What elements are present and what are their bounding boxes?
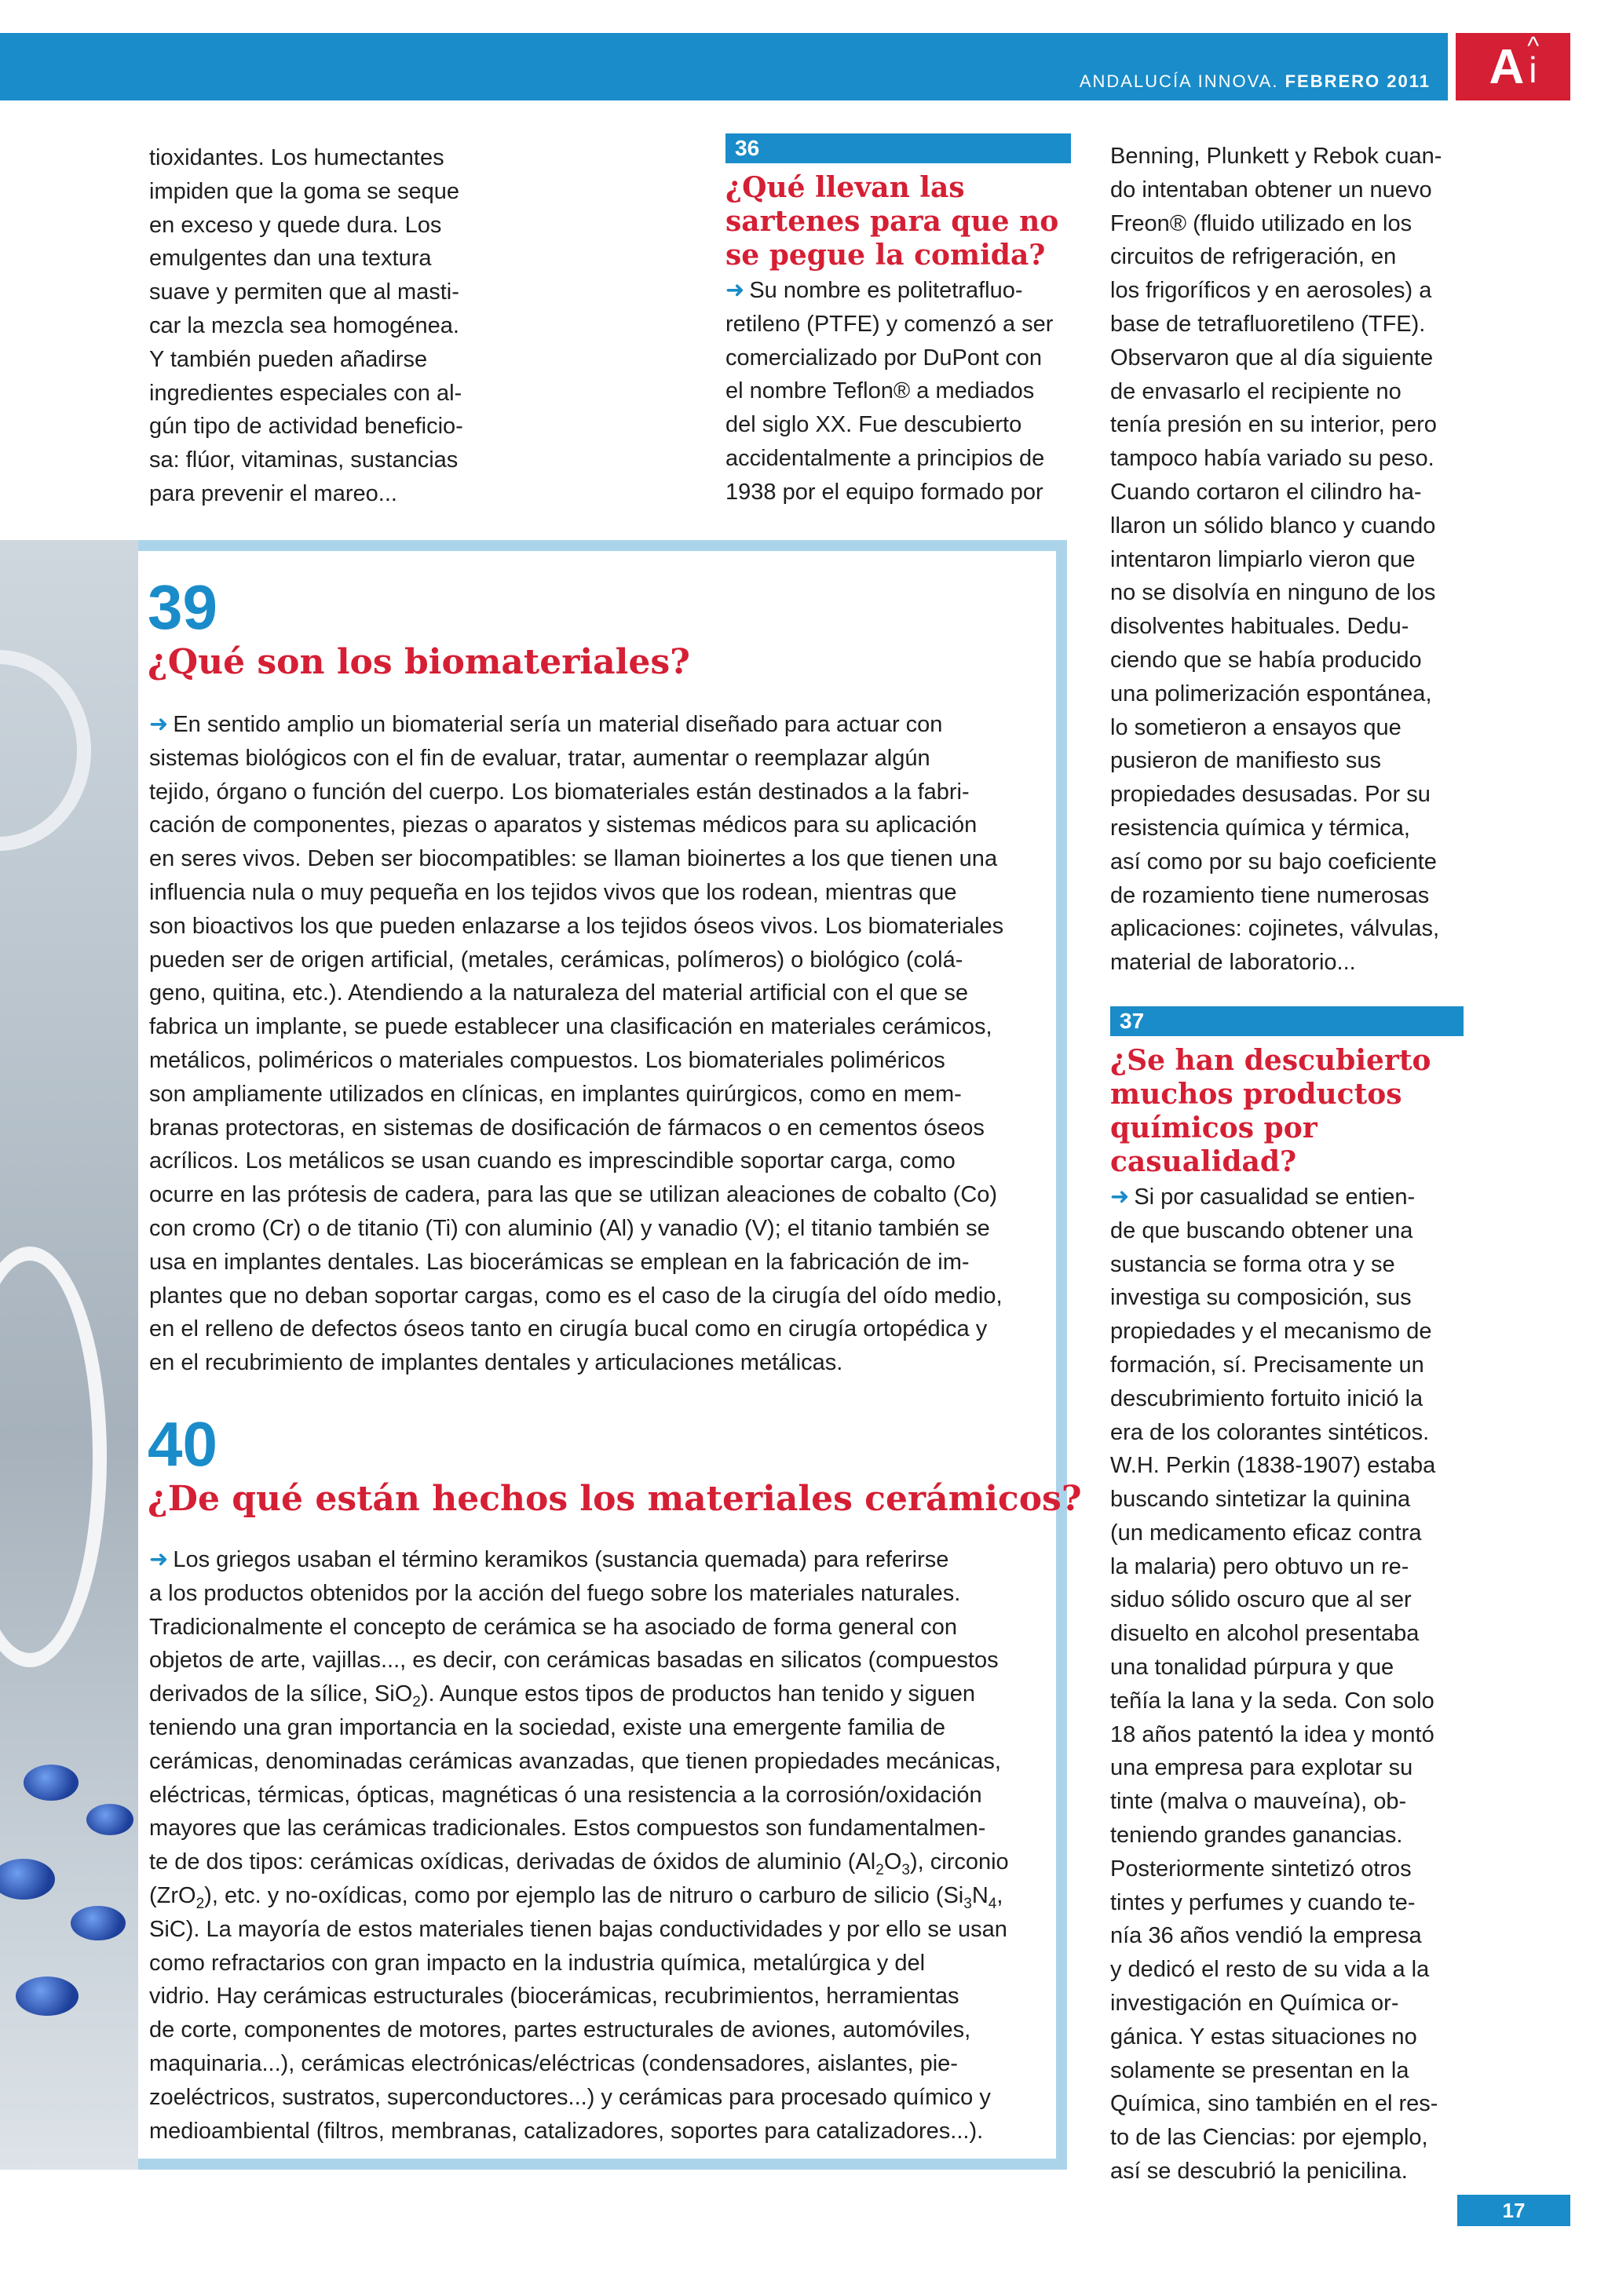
- question-title: ¿Se han descubierto muchos productos químicos por casualidad?: [1110, 1043, 1431, 1178]
- text-line: eléctricas, térmicas, ópticas, magnéticas ó una resistencia a la corrosión/oxidación: [149, 1782, 982, 1808]
- vial-cap: [71, 1906, 126, 1940]
- arrow-icon: ➜: [725, 278, 745, 303]
- question-answer: ➜ Si por casualidad se entien- de que buscando obtener una sustancia se forma otra y se investiga su composición, sus propiedades y el mecanismo de formación, sí. Precisamente un descubrimiento fortuito inició la era de los colorantes sintéticos. W.H. Perkin (1838-1907) estaba buscando sintetizar la quinina (un medicamento eficaz contra la malaria) pero obtuvo un re- siduo sólido oscuro que al ser disuelto en alcohol presentaba una tonalidad púrpura y que teñía la lana y la seda. Con solo 18 años patentó la idea y montó una empresa para explotar su tinte (malva o mauveína), ob- teniendo grandes ganancias. Posteriormente sintetizó otros tintes y perfumes y cuando te- nía 36 años vendió la empresa y dedicó el resto de su vida a la investigación en Química or- gánica. Y estas situaciones no solamente se presentan en la Química, sino también en el res- to de las Ciencias: por ejemplo, así se descubrió la penicilina.: [1110, 1184, 1438, 2185]
- text-line: cerámicas, denominadas cerámicas avanzadas, que tienen propiedades mecánicas,: [149, 1748, 1001, 1774]
- question-39-title: ¿Qué son los biomateriales?: [148, 642, 690, 682]
- vial-cap: [86, 1804, 133, 1835]
- text-line: maquinaria...), cerámicas electrónicas/eléctricas (condensadores, aislantes, pie-: [149, 2050, 958, 2076]
- vial-cap: [0, 1859, 55, 1900]
- text-line: teniendo una gran importancia en la sociedad, existe una emergente familia de: [149, 1714, 946, 1740]
- question-36: [725, 133, 1071, 509]
- header-publication: [1080, 71, 1431, 92]
- vial-cap: [24, 1765, 79, 1801]
- question-title: ¿Qué llevan las sartenes para que no se pegue la comida?: [725, 171, 1059, 272]
- text-line: Tradicionalmente el concepto de cerámica se ha asociado de forma general con: [149, 1614, 958, 1640]
- logo-hat-icon: ^: [1527, 31, 1540, 60]
- page-number: 17: [1457, 2195, 1570, 2226]
- question-number-bar: 37: [1110, 1006, 1464, 1036]
- photo-ring: [0, 650, 91, 851]
- vial-cap: [16, 1977, 79, 2016]
- column-3: [1110, 140, 1464, 2188]
- box-border-right: [1056, 540, 1067, 2170]
- text-line: SiC). La mayoría de estos materiales tienen bajas conductividades y por ello se usan: [149, 1916, 1007, 1942]
- text-line: de corte, componentes de motores, partes estructurales de aviones, automóviles,: [149, 2017, 971, 2043]
- question-number-bar: 36: [725, 133, 1071, 163]
- text-line: (ZrO$_2$), etc. y no-oxídicas, como por ejemplo las de nitruro o carburo de silicio ($Si_3N_4$,: [149, 1882, 1003, 1912]
- text-line: derivados de la sílice, SiO$_2$). Aunque estos tipos de productos han tenido y siguen: [149, 1681, 976, 1710]
- col1-top-text: tioxidantes. Los humectantes impiden que la goma se seque en exceso y quede dura. Los emulgentes dan una textura suave y permiten que al masti- car la mezcla sea homogénea. Y también pueden añadirse ingredientes especiales con al- gún tipo de actividad beneficio- sa: flúor, vitaminas, sustancias para prevenir el mareo...: [149, 145, 463, 506]
- question-answer: ➜ Su nombre es politetrafluo- retileno (PTFE) y comenzó a ser comercializado por DuPont con el nombre Teflon® a mediados del siglo XX. Fue descubierto accidentalmente a principios de 1938 por el equipo formado por: [725, 278, 1054, 505]
- col3-top-text: Benning, Plunkett y Rebok cuan- do intentaban obtener un nuevo Freon® (fluido utilizado en los circuitos de refrigeración, en los frigoríficos y en aerosoles) a base de tetrafluoretileno (TFE). Observaron que al día siguiente de envasarlo el recipiente no tenía presión en su interior, pero tampoco había variado su peso. Cuando cortaron el cilindro ha- llaron un sólido blanco y cuando intentaron limpiarlo vieron que no se disolvía en ninguno de los disolventes habituales. Dedu- ciendo que se había producido una polimerización espontánea, lo sometieron a ensayos que pusieron de manifiesto sus propiedades desusadas. Por su resistencia química y térmica, así como por su bajo coeficiente de rozamiento tiene numerosas aplicaciones: cojinetes, válvulas, material de laboratorio...: [1110, 144, 1442, 976]
- box-border-top: [138, 540, 1067, 551]
- arrow-icon: ➜: [1110, 1184, 1130, 1210]
- text-line: zoeléctricos, sustratos, superconductores...) y cerámicas para procesado químico y: [149, 2084, 991, 2110]
- question-40-answer: [149, 1543, 1044, 2148]
- arrow-icon: ➜: [149, 1547, 169, 1572]
- photo-ring: [0, 1247, 107, 1667]
- logo-mark: ^ i: [1527, 31, 1540, 90]
- lab-photo-strip: [0, 540, 138, 2170]
- text-line: te de dos tipos: cerámicas oxídicas, derivadas de óxidos de aluminio $(Al_2O_3)$, circonio: [149, 1849, 1009, 1878]
- arrow-icon: ➜: [149, 712, 169, 737]
- text-line: medioambiental (filtros, membranas, catalizadores, soportes para catalizadores...).: [149, 2118, 984, 2144]
- logo: [1456, 33, 1570, 100]
- question-39-number: 39: [148, 572, 217, 642]
- question-40-number: 40: [148, 1409, 217, 1479]
- box-border-bottom: [138, 2159, 1067, 2170]
- text-line: mayores que las cerámicas tradicionales. Estos compuestos son fundamentalmen-: [149, 1816, 986, 1842]
- publication-name: ANDALUCÍA INNOVA.: [1079, 71, 1279, 91]
- logo-letter: A: [1489, 39, 1525, 94]
- issue-date: FEBRERO 2011: [1285, 71, 1431, 91]
- question-39-answer: ➜ En sentido amplio un biomaterial sería un material diseñado para actuar con sistemas biológicos con el fin de evaluar, tratar, aumentar o reemplazar algún tejido, órgano o función del cuerpo. Los biomateriales están destinados a la fabri- cación de componentes, piezas o aparatos y sistemas médicos para su aplicación en seres vivos. Deben ser biocompatibles: se llaman bioinertes a los que tienen una influencia nula o muy pequeña en los tejidos vivos que los rodean, mientras que son bioactivos los que pueden enlazarse a los tejidos óseos vivos. Los biomateriales pueden ser de origen artificial, (metales, cerámicas, polímeros) o biológico (colá- geno, quitina, etc.). Atendiendo a la naturaleza del material artificial con el que se fabrica un implante, se puede establecer una clasificación en materiales cerámicos, metálicos, poliméricos o materiales compuestos. Los biomateriales poliméricos son ampliamente utilizados en clínicas, en implantes quirúrgicos, como en mem- branas protectoras, en sistemas de dosificación de fármacos o en cementos óseos acrílicos. Los metálicos se usan cuando es imprescindible soportar carga, como ocurre en las prótesis de cadera, para las que se utilizan aleaciones de cobalto (Co) con cromo (Cr) o de titanio (Ti) con aluminio (Al) y vanadio (V); el titanio también se usa en implantes dentales. Las biocerámicas se emplean en la fabricación de im- plantes que no deban soportar cargas, como es el caso de la cirugía del oído medio, en el relleno de defectos óseos tanto en cirugía bucal como en cirugía ortopédica y en el recubrimiento de implantes dentales y articulaciones metálicas.: [149, 712, 1004, 1376]
- text-line: objetos de arte, vajillas..., es decir, con cerámicas basadas en silicatos (compuestos: [149, 1648, 999, 1674]
- text-line: como refractarios con gran impacto en la industria química, metalúrgica y del: [149, 1950, 926, 1976]
- text-line: vidrio. Hay cerámicas estructurales (biocerámicas, recubrimientos, herramientas: [149, 1984, 959, 2009]
- question-40-title: ¿De qué están hechos los materiales cerámicos?: [148, 1479, 1082, 1519]
- text-line: ➜ Los griegos usaban el término keramikos (sustancia quemada) para referirse: [149, 1547, 949, 1572]
- text-line: a los productos obtenidos por la acción del fuego sobre los materiales naturales.: [149, 1580, 961, 1606]
